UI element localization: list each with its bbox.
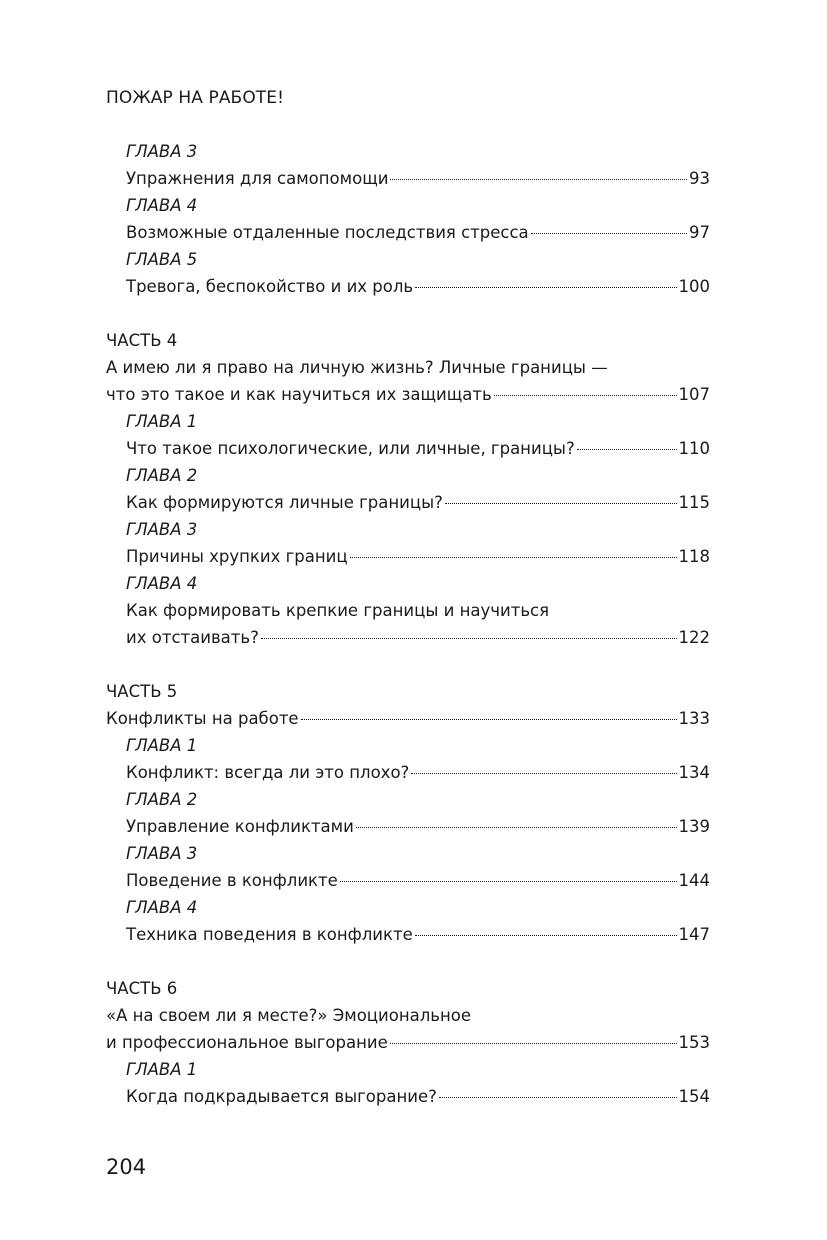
dot-leader (415, 286, 676, 288)
dot-leader (531, 232, 687, 234)
toc-entry (106, 165, 710, 192)
section-gap (106, 651, 710, 678)
toc-entry-title: Конфликт: всегда ли это плохо? (126, 763, 410, 782)
dot-leader (415, 934, 677, 936)
dot-leader (261, 637, 677, 639)
dot-leader (356, 826, 677, 828)
chapter-heading: ГЛАВА 4 (126, 196, 198, 215)
chapter-heading: ГЛАВА 1 (126, 1060, 198, 1079)
toc-entry (106, 921, 710, 948)
toc-page-number: 133 (678, 709, 710, 728)
chapter-heading: ГЛАВА 2 (126, 466, 198, 485)
toc-entry (106, 381, 710, 408)
toc-entry-title: Тревога, беспокойство и их роль (126, 277, 414, 296)
dot-leader (350, 556, 677, 558)
toc-entry (106, 435, 710, 462)
toc-entry (106, 867, 710, 894)
toc-page-number: 97 (689, 223, 710, 242)
chapter-heading: ГЛАВА 2 (126, 790, 198, 809)
toc-entry-title: Причины хрупких границ (126, 547, 348, 566)
chapter-heading: ГЛАВА 3 (126, 142, 198, 161)
dot-leader (411, 772, 676, 774)
section-gap (106, 948, 710, 975)
toc-entry-title: Что такое психологические, или личные, границы? (126, 439, 575, 458)
dot-leader (494, 394, 677, 396)
part-heading: ЧАСТЬ 6 (106, 979, 178, 998)
chapter-heading: ГЛАВА 4 (126, 574, 198, 593)
toc-page-number: 118 (678, 547, 710, 566)
dot-leader (390, 1042, 677, 1044)
chapter-heading: ГЛАВА 1 (126, 412, 198, 431)
toc-page-number: 134 (678, 763, 710, 782)
toc-page-number: 144 (678, 871, 710, 890)
dot-leader (340, 880, 677, 882)
toc-title-line: Как формировать крепкие границы и научиться (126, 601, 550, 620)
chapter-heading: ГЛАВА 3 (126, 520, 198, 539)
toc-entry-title: Когда подкрадывается выгорание? (126, 1087, 437, 1106)
toc-entry-title: Управление конфликтами (126, 817, 354, 836)
toc-entry (106, 1083, 710, 1110)
chapter-heading: ГЛАВА 1 (126, 736, 198, 755)
toc-entry (106, 273, 710, 300)
toc-entry (106, 813, 710, 840)
toc-page-number: 154 (678, 1087, 710, 1106)
toc-page-number: 107 (678, 385, 710, 404)
toc-entry-title: Возможные отдаленные последствия стресса (126, 223, 529, 242)
toc-entry-title: и профессиональное выгорание (106, 1033, 388, 1052)
running-head: ПОЖАР НА РАБОТЕ! (106, 88, 285, 108)
section-gap (106, 300, 710, 327)
chapter-heading: ГЛАВА 5 (126, 250, 198, 269)
toc-entry-title: Конфликты на работе (106, 709, 299, 728)
chapter-heading: ГЛАВА 4 (126, 898, 198, 917)
toc-entry (106, 624, 710, 651)
toc-page-number: 110 (678, 439, 710, 458)
toc-entry-title: Упражнения для самопомощи (126, 169, 389, 188)
chapter-heading: ГЛАВА 3 (126, 844, 198, 863)
toc-entry (106, 759, 710, 786)
part-heading: ЧАСТЬ 4 (106, 331, 178, 350)
toc-entry (106, 489, 710, 516)
part-heading: ЧАСТЬ 5 (106, 682, 178, 701)
dot-leader (390, 178, 687, 180)
dot-leader (439, 1096, 677, 1098)
toc-entry (106, 705, 710, 732)
dot-leader (577, 448, 677, 450)
toc-entry-title: Техника поведения в конфликте (126, 925, 413, 944)
toc-entry (106, 1029, 710, 1056)
toc-page-number: 139 (678, 817, 710, 836)
toc-page-number: 122 (678, 628, 710, 647)
dot-leader (301, 718, 677, 720)
toc-entry-title: Как формируются личные границы? (126, 493, 443, 512)
table-of-contents (106, 138, 710, 1110)
dot-leader (445, 502, 677, 504)
toc-page-number: 147 (678, 925, 710, 944)
toc-page-number: 153 (678, 1033, 710, 1052)
page-number: 204 (106, 1155, 147, 1179)
toc-page-number: 100 (678, 277, 710, 296)
toc-page-number: 115 (678, 493, 710, 512)
toc-entry (106, 543, 710, 570)
toc-entry-title: их отстаивать? (126, 628, 259, 647)
toc-title-line: А имею ли я право на личную жизнь? Личные границы — (106, 358, 608, 377)
toc-entry-title: что это такое и как научиться их защищать (106, 385, 492, 404)
toc-title-line: «А на своем ли я месте?» Эмоциональное (106, 1006, 472, 1025)
toc-page-number: 93 (689, 169, 710, 188)
toc-entry (106, 219, 710, 246)
toc-entry-title: Поведение в конфликте (126, 871, 338, 890)
